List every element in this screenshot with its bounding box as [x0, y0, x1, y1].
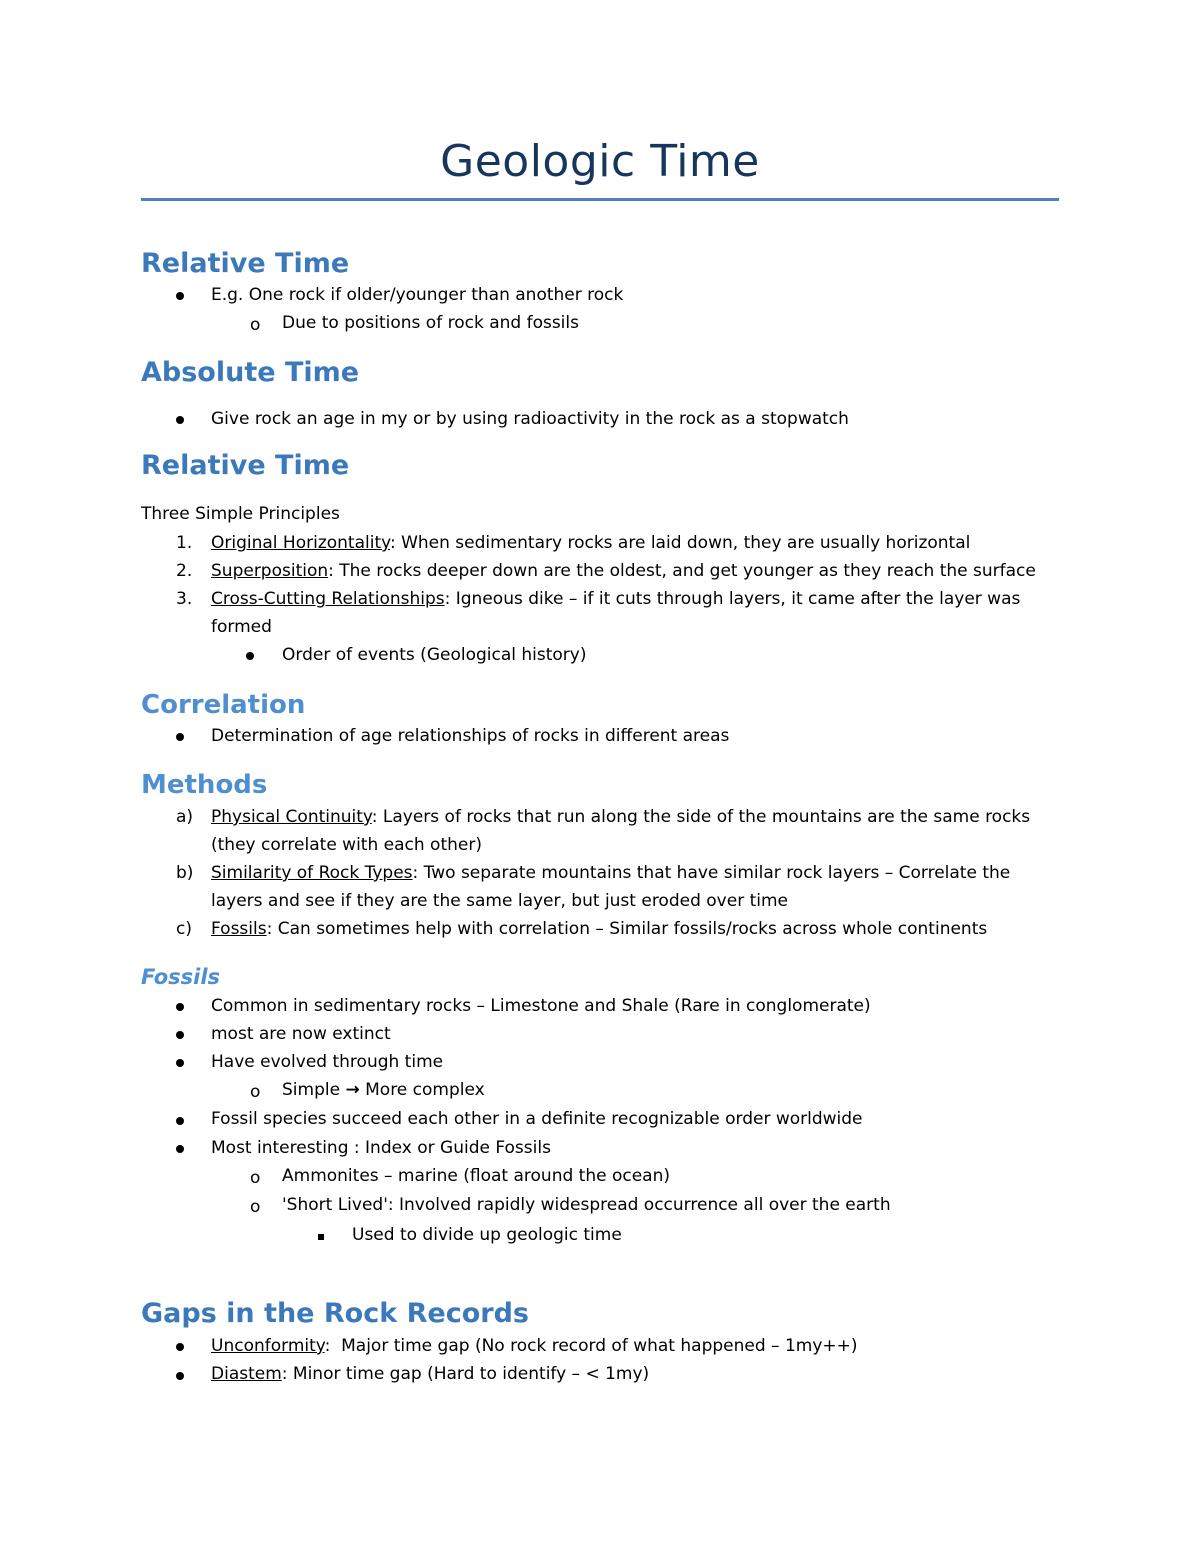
sub-bullet-icon: o	[250, 1082, 261, 1102]
definition: : Minor time gap (Hard to identify – < 1my)	[281, 1364, 650, 1384]
definition: : Two separate mountains that have similar rock layers – Correlate the	[412, 863, 1011, 883]
term: Fossils	[211, 919, 267, 939]
bullet-icon	[176, 1117, 184, 1125]
list-item: Due to positions of rock and fossils	[282, 313, 579, 333]
list-item	[282, 1080, 485, 1100]
list-item: Ammonites – marine (float around the ocean)	[282, 1166, 671, 1186]
list-item	[211, 533, 970, 553]
list-item: Used to divide up geologic time	[352, 1225, 622, 1245]
list-letter: c)	[176, 919, 192, 939]
bullet-icon	[176, 1031, 184, 1039]
square-bullet-icon	[318, 1234, 324, 1240]
term: Unconformity	[211, 1336, 325, 1356]
list-number: 1.	[176, 533, 193, 553]
term: Physical Continuity	[211, 807, 372, 827]
list-item: Have evolved through time	[211, 1052, 444, 1072]
sub-bullet-icon: o	[250, 315, 261, 335]
definition: : Major time gap (No rock record of what happened – 1my++)	[324, 1336, 858, 1356]
term: Diastem	[211, 1364, 282, 1384]
sub-bullet-icon: o	[250, 1168, 261, 1188]
intro-text: Three Simple Principles	[141, 504, 340, 524]
definition: : Layers of rocks that run along the side of the mountains are the same rocks	[371, 807, 1031, 827]
definition: : Can sometimes help with correlation – Similar fossils/rocks across whole continents	[266, 919, 988, 939]
list-item: E.g. One rock if older/younger than another rock	[211, 285, 624, 305]
simple-text: Simple	[282, 1080, 341, 1100]
page-title: Geologic Time	[440, 136, 760, 187]
list-item: most are now extinct	[211, 1024, 391, 1044]
heading-absolute-time: Absolute Time	[141, 357, 360, 388]
list-number: 2.	[176, 561, 193, 581]
bullet-icon	[176, 1059, 184, 1067]
list-item: Give rock an age in my or by using radioactivity in the rock as a stopwatch	[211, 409, 849, 429]
list-item	[211, 807, 1030, 827]
bullet-icon	[176, 1145, 184, 1153]
list-item-continuation: layers and see if they are the same layer, but just eroded over time	[211, 891, 789, 911]
list-item	[211, 1336, 858, 1356]
list-item: Fossil species succeed each other in a definite recognizable order worldwide	[211, 1109, 863, 1129]
list-item-continuation: (they correlate with each other)	[211, 835, 482, 855]
definition: : Igneous dike – if it cuts through layers, it came after the layer was	[444, 589, 1021, 609]
list-item	[211, 919, 987, 939]
heading-relative-time-principles: Relative Time	[141, 450, 350, 481]
bullet-icon	[176, 1372, 184, 1380]
list-item	[211, 863, 1010, 883]
title-divider	[141, 198, 1059, 201]
list-item: Order of events (Geological history)	[282, 645, 587, 665]
bullet-icon	[176, 733, 184, 741]
bullet-icon	[176, 416, 184, 424]
bullet-icon	[176, 1003, 184, 1011]
heading-correlation: Correlation	[141, 690, 306, 720]
term: Superposition	[211, 561, 329, 581]
bullet-icon	[176, 292, 184, 300]
list-item: Most interesting : Index or Guide Fossils	[211, 1138, 551, 1158]
term: Original Horizontality	[211, 533, 390, 553]
list-item: Determination of age relationships of rocks in different areas	[211, 726, 730, 746]
list-item: Common in sedimentary rocks – Limestone and Shale (Rare in conglomerate)	[211, 996, 871, 1016]
arrow-right-icon: →	[345, 1080, 360, 1100]
list-letter: b)	[176, 863, 194, 883]
list-item	[211, 561, 1036, 581]
heading-methods: Methods	[141, 770, 268, 800]
term: Cross-Cutting Relationships	[211, 589, 445, 609]
list-number: 3.	[176, 589, 193, 609]
list-item-continuation: formed	[211, 617, 272, 637]
list-item: 'Short Lived': Involved rapidly widespread occurrence all over the earth	[282, 1195, 891, 1215]
complex-text: More complex	[365, 1080, 485, 1100]
term: Similarity of Rock Types	[211, 863, 413, 883]
heading-fossils: Fossils	[141, 965, 221, 989]
sub-bullet-icon: o	[250, 1197, 261, 1217]
heading-relative-time: Relative Time	[141, 248, 350, 279]
bullet-icon	[176, 1343, 184, 1351]
definition: : The rocks deeper down are the oldest, and get younger as they reach the surface	[328, 561, 1036, 581]
list-item	[211, 1364, 649, 1384]
definition: : When sedimentary rocks are laid down, they are usually horizontal	[389, 533, 971, 553]
bullet-icon	[246, 652, 254, 660]
heading-gaps: Gaps in the Rock Records	[141, 1298, 529, 1329]
list-letter: a)	[176, 807, 194, 827]
list-item	[211, 589, 1020, 609]
